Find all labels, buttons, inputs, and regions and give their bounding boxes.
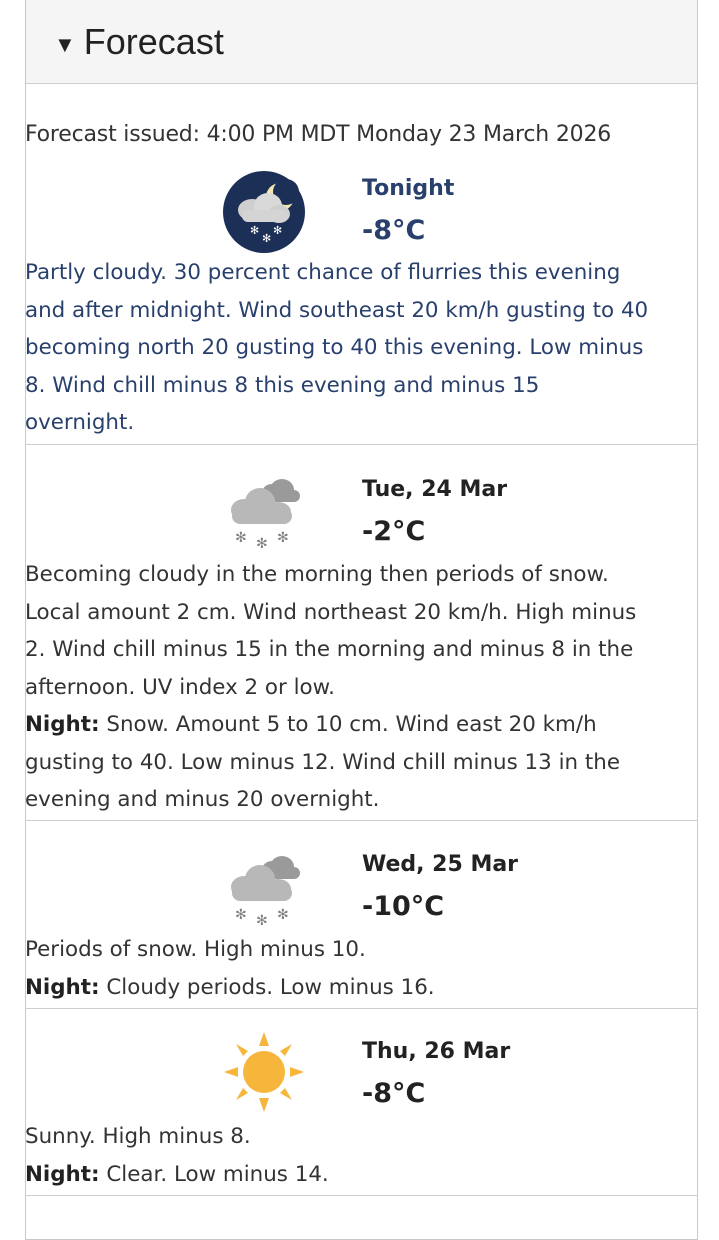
forecast-temp: -8°C — [362, 215, 426, 246]
svg-text:✻: ✻ — [277, 530, 289, 546]
night-label: Night: — [25, 974, 100, 1000]
entry-divider — [25, 444, 698, 445]
forecast-day-text: Sunny. High minus 8. — [25, 1124, 251, 1149]
snow-icon — [222, 468, 306, 552]
forecast-day: Thu, 26 Mar — [362, 1039, 511, 1064]
forecast-text — [25, 556, 655, 819]
entry-divider — [25, 1008, 698, 1009]
svg-text:✻: ✻ — [277, 907, 289, 923]
night-label: Night: — [25, 712, 100, 737]
forecast-day: Tonight — [362, 176, 455, 201]
svg-text:✻: ✻ — [235, 907, 247, 923]
svg-text:✻: ✻ — [235, 530, 247, 546]
svg-text:✻: ✻ — [256, 913, 268, 929]
night-text: Clear. Low minus 14. — [106, 1161, 329, 1187]
forecast-temp: -8°C — [362, 1078, 426, 1109]
forecast-issued: Forecast issued: 4:00 PM MDT Monday 23 March 2026 — [25, 122, 612, 147]
forecast-text — [25, 1118, 655, 1193]
svg-text:✻: ✻ — [256, 536, 268, 552]
collapse-caret-icon[interactable]: ▼ — [54, 31, 76, 57]
forecast-title: Forecast — [83, 20, 224, 62]
forecast-day-text: Becoming cloudy in the morning then periods of snow. Local amount 2 cm. Wind northeast 20 km/h. High minus 2. Wind chill minus 15 in the morning and minus 8 in the afternoon. UV index 2 or low. — [25, 562, 637, 700]
svg-text:✻: ✻ — [250, 224, 260, 237]
forecast-text: Partly cloudy. 30 percent chance of flurries this evening and after midnight. Wind southeast 20 km/h gusting to 40 becoming north 20 gusting to 40 this evening. Low minus 8. Wind chill minus 8 this evening and minus 15 overnight. — [25, 260, 649, 435]
forecast-header[interactable] — [26, 0, 697, 84]
night-text: Cloudy periods. Low minus 16. — [106, 974, 435, 1000]
forecast-temp: -10°C — [362, 891, 445, 922]
forecast-temp: -2°C — [362, 516, 426, 547]
night-text: Snow. Amount 5 to 10 cm. Wind east 20 km/h gusting to 40. Low minus 12. Wind chill minus 13 in the evening and minus 20 overnight. — [25, 712, 620, 812]
forecast-day-text: Periods of snow. High minus 10. — [25, 937, 366, 962]
snow-icon — [222, 845, 306, 929]
forecast-text — [25, 931, 655, 1006]
sun-icon — [222, 1030, 306, 1114]
entry-divider — [25, 820, 698, 821]
night-label: Night: — [25, 1161, 100, 1187]
night-partly-cloudy-flurries-icon — [222, 170, 306, 254]
svg-text:✻: ✻ — [262, 232, 272, 245]
forecast-day: Tue, 24 Mar — [362, 477, 508, 502]
forecast-day: Wed, 25 Mar — [362, 852, 519, 877]
svg-text:✻: ✻ — [273, 224, 283, 237]
entry-divider — [25, 1195, 698, 1196]
